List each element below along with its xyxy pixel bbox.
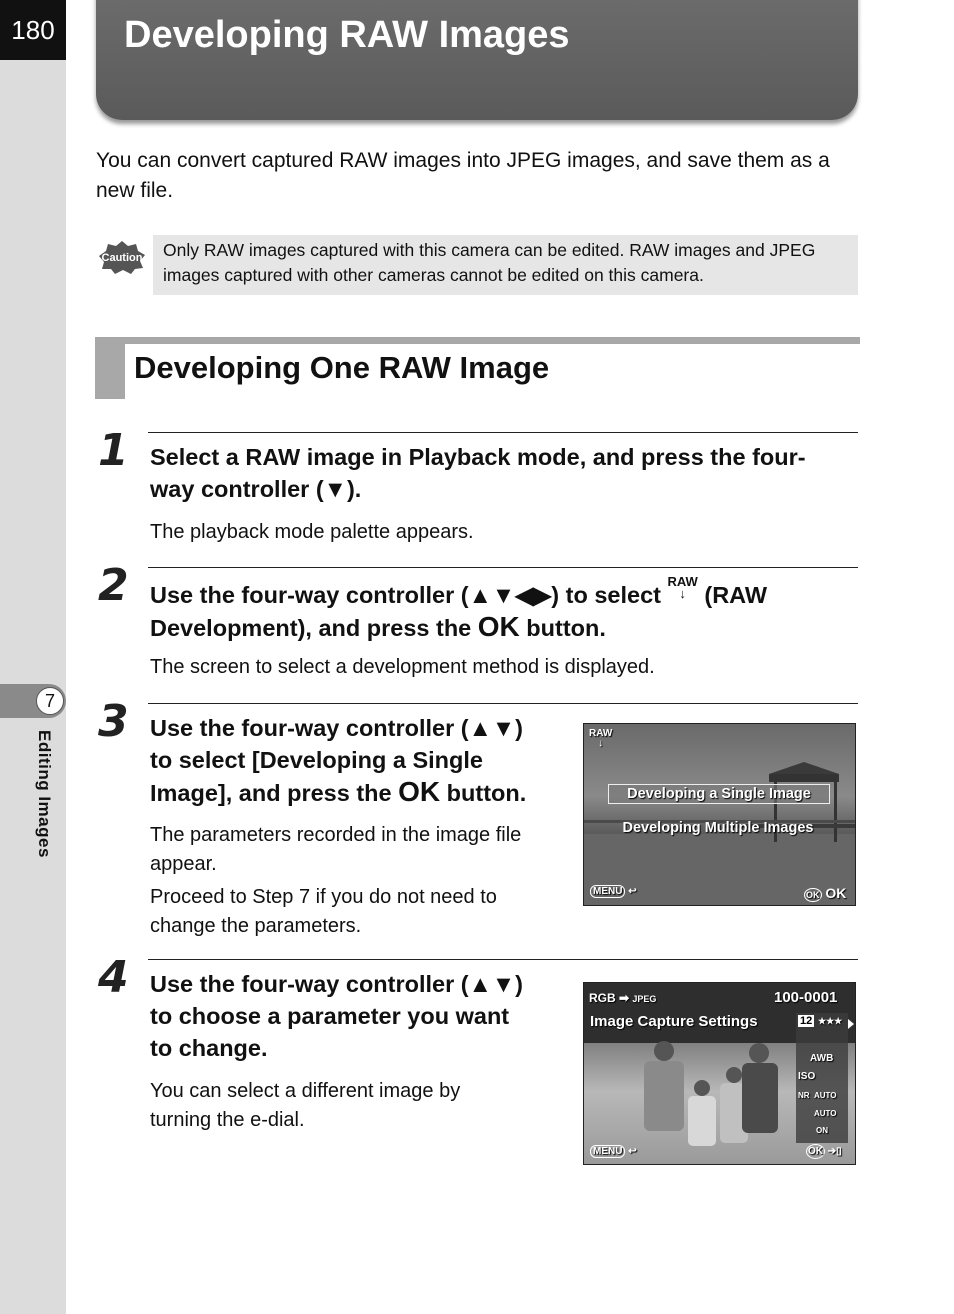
caution-icon bbox=[98, 240, 146, 274]
image-size-param[interactable]: 12 bbox=[800, 1015, 813, 1027]
page-number: 180 bbox=[0, 0, 66, 60]
raw-icon: RAW ↓ bbox=[589, 728, 613, 749]
file-number: 100-0001 bbox=[774, 989, 838, 1006]
ok-icon: OK bbox=[477, 611, 520, 642]
step-1-rule bbox=[148, 432, 858, 433]
ok-icon: OK bbox=[398, 776, 441, 807]
nr-param[interactable]: NR bbox=[798, 1091, 810, 1100]
menu-back-button[interactable]: MENU ↩ bbox=[590, 886, 637, 897]
intro-text: You can convert captured RAW images into JPEG images, and save them as a new file. bbox=[96, 149, 830, 202]
chapter-label: Editing Images bbox=[35, 730, 54, 858]
iso-param[interactable]: ISO bbox=[798, 1071, 816, 1082]
step-1-number: 1 bbox=[98, 425, 129, 476]
arrow-right-icon[interactable] bbox=[848, 1019, 854, 1029]
step-3-number: 3 bbox=[98, 696, 129, 747]
chapter-number: 7 bbox=[36, 687, 64, 715]
section-title: Developing One RAW Image bbox=[134, 350, 550, 385]
step-4-rule bbox=[148, 959, 858, 960]
nr-auto-value: AUTO bbox=[814, 1091, 837, 1100]
image-capture-settings-heading: Image Capture Settings bbox=[590, 1013, 758, 1030]
option-single-image[interactable]: Developing a Single Image bbox=[608, 784, 830, 804]
page-title: Developing RAW Images bbox=[124, 14, 570, 56]
parameter-screen bbox=[583, 982, 856, 1165]
title-banner bbox=[96, 0, 858, 120]
step-1-instruction: Select a RAW image in Playback mode, and press the four- way controller (▼). bbox=[150, 444, 806, 502]
quality-param[interactable]: ★★★ bbox=[818, 1016, 843, 1026]
ok-save-button[interactable]: OK ➔▯ bbox=[808, 1146, 842, 1157]
sidebar bbox=[0, 0, 66, 1314]
step-4-description: You can select a different image by turning the e-dial. bbox=[150, 1080, 461, 1131]
auto-param[interactable]: AUTO bbox=[814, 1109, 837, 1118]
step-2-rule bbox=[148, 567, 858, 568]
step-3-description: The parameters recorded in the image file appear. Proceed to Step 7 if you do not need to change the parameters. bbox=[150, 824, 522, 937]
section-bar-left bbox=[95, 337, 125, 399]
menu-back-button[interactable]: MENU ↩ bbox=[590, 1146, 637, 1157]
caution-box: Only RAW images captured with this camera can be edited. RAW images and JPEG images captured with other cameras cannot be edited on this camera. bbox=[153, 235, 858, 295]
parameter-column bbox=[796, 1013, 848, 1143]
option-multiple-images[interactable]: Developing Multiple Images bbox=[622, 820, 814, 836]
step-3-rule bbox=[148, 703, 858, 704]
format-rgb-to-jpeg: RGB ➡ JPEG bbox=[589, 991, 657, 1005]
step-4-number: 4 bbox=[98, 952, 129, 1003]
step-2-number: 2 bbox=[98, 560, 129, 611]
step-4-instruction: Use the four-way controller (▲▼) to choose a parameter you want to change. bbox=[150, 971, 523, 1061]
ok-button[interactable]: OK OK bbox=[806, 885, 847, 901]
step-2-instruction: Use the four-way controller (▲▼◀▶) to select RAW ↓ (RAW Development), and press the OK button. bbox=[150, 574, 768, 642]
on-param[interactable]: ON bbox=[816, 1126, 828, 1135]
step-1-description: The playback mode palette appears. bbox=[150, 521, 474, 543]
develop-method-screen bbox=[583, 723, 856, 906]
section-bar bbox=[95, 337, 860, 344]
step-2-description: The screen to select a development method is displayed. bbox=[150, 656, 655, 678]
step-3-instruction: Use the four-way controller (▲▼) to select [Developing a Single Image], and press the OK button. bbox=[150, 715, 527, 807]
pier-scene bbox=[584, 724, 855, 905]
caution-icon-label: Caution bbox=[101, 252, 143, 264]
raw-development-icon: RAW ↓ bbox=[667, 574, 698, 601]
white-balance-param[interactable]: AWB bbox=[810, 1053, 834, 1064]
